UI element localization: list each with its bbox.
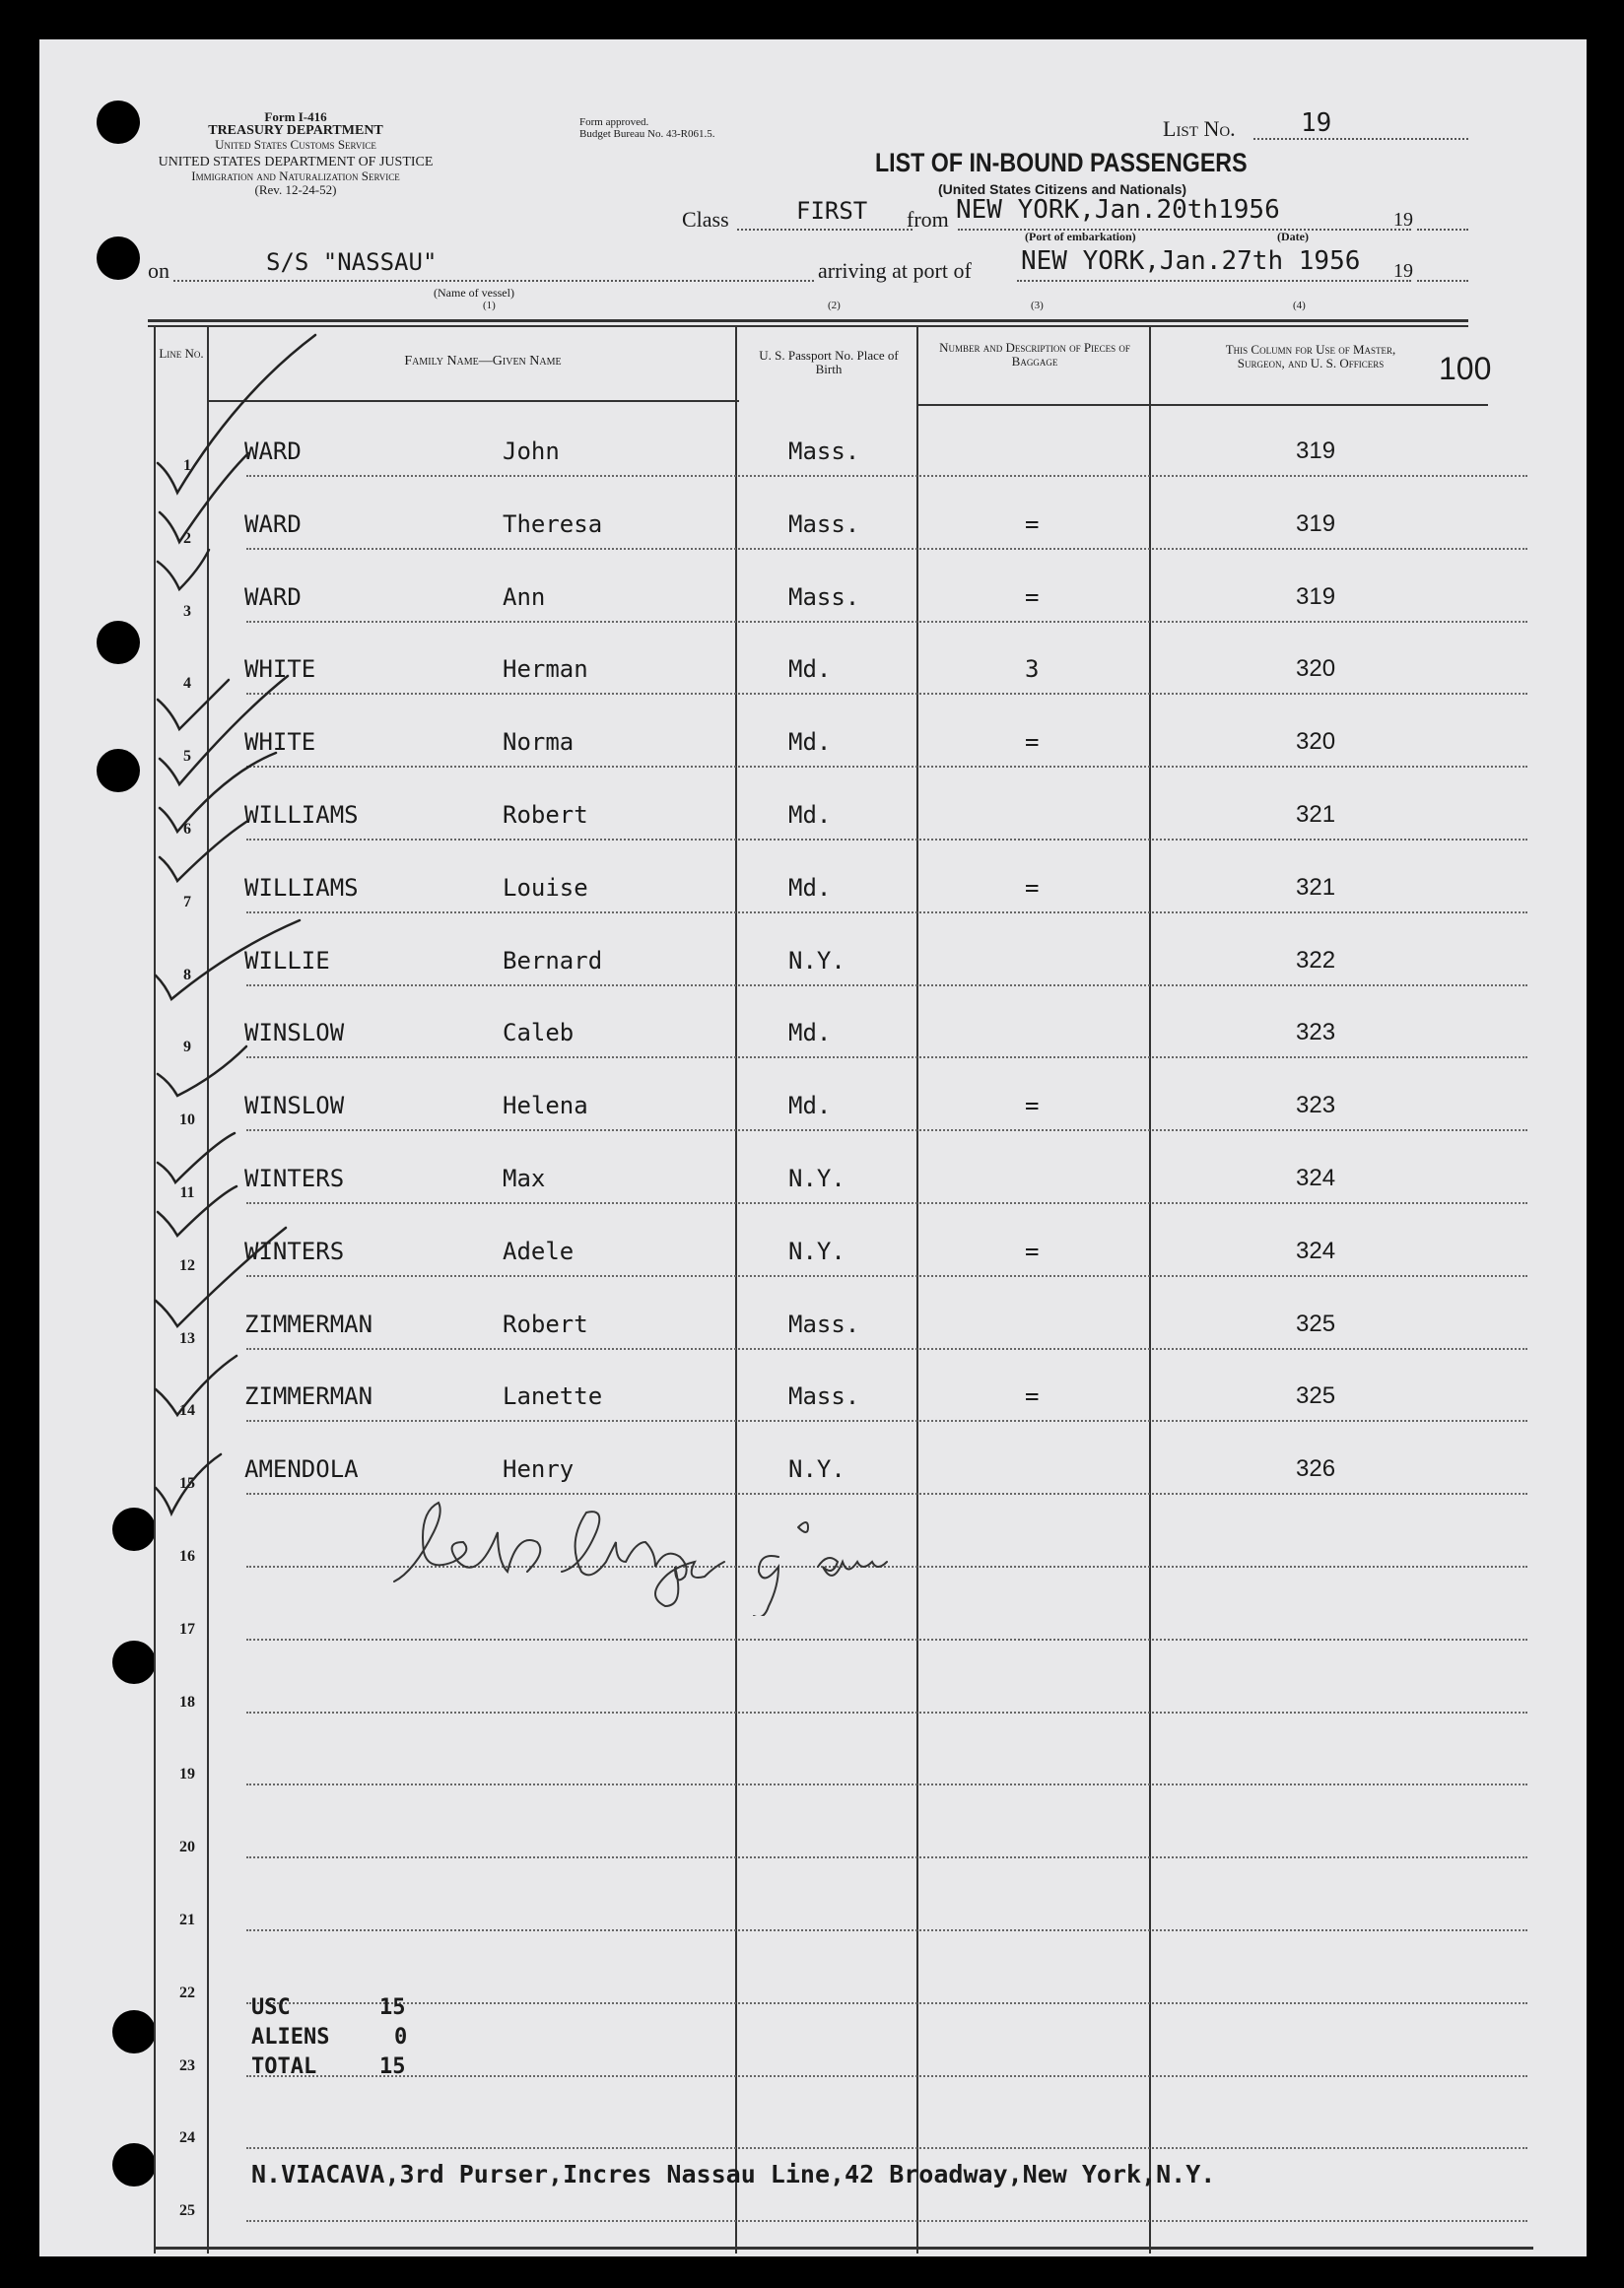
check-marks — [148, 325, 443, 1537]
treasury-dept: TREASURY DEPARTMENT — [208, 123, 383, 138]
given-name: Lanette — [503, 1382, 603, 1411]
officer-number: 319 — [1296, 437, 1336, 464]
line-number: 19 — [179, 1766, 195, 1783]
baggage: = — [1025, 509, 1040, 538]
row-rule — [246, 2075, 1527, 2077]
given-name: Louise — [503, 873, 588, 902]
line-number: 5 — [183, 748, 191, 766]
given-name: Bernard — [503, 946, 603, 975]
birth-place: Mass. — [788, 509, 860, 538]
birth-place: N.Y. — [788, 1165, 846, 1192]
col-num-4: (4) — [1293, 300, 1306, 311]
col-num-2: (2) — [828, 300, 841, 311]
birth-place: N.Y. — [788, 946, 846, 975]
line-number: 15 — [179, 1475, 195, 1493]
baggage: 3 — [1025, 655, 1040, 684]
family-name: WILLIAMS — [244, 873, 359, 902]
col-num-1: (1) — [483, 300, 496, 311]
form-number: Form I-416 — [264, 109, 327, 124]
col-num-3: (3) — [1031, 300, 1044, 311]
list-no-value: 19 — [1301, 108, 1332, 138]
given-name: Norma — [503, 728, 575, 757]
given-name: Robert — [503, 801, 588, 829]
arriving-label: arriving at port of — [818, 258, 972, 283]
punch-hole — [112, 2010, 156, 2053]
officer-number: 320 — [1296, 728, 1336, 756]
family-name: WILLIE — [244, 946, 330, 975]
row-rule — [246, 1783, 1527, 1785]
row-rule — [246, 1639, 1527, 1641]
manifest-page — [39, 39, 1587, 2256]
officer-number: 322 — [1296, 946, 1336, 974]
line-number: 2 — [183, 529, 191, 547]
baggage: = — [1025, 728, 1040, 757]
birth-place: N.Y. — [788, 1455, 846, 1484]
officer-number: 321 — [1296, 873, 1336, 901]
officer-number: 323 — [1296, 1092, 1336, 1119]
issuing-agencies — [148, 110, 443, 197]
class-label: Class — [682, 207, 729, 232]
baggage: = — [1025, 582, 1040, 611]
year-1: 19 — [1393, 209, 1413, 231]
on-label: on — [148, 258, 169, 283]
usc-value: 15 — [379, 1995, 406, 2020]
punch-hole — [112, 2143, 156, 2187]
officer-number: 324 — [1296, 1165, 1336, 1191]
line-number: 24 — [179, 2129, 195, 2147]
line-number: 10 — [179, 1111, 195, 1129]
officer-number: 323 — [1296, 1019, 1336, 1046]
line-number: 1 — [183, 457, 191, 474]
punch-hole — [97, 236, 140, 280]
given-name: Adele — [503, 1237, 575, 1265]
family-name: WHITE — [244, 655, 316, 684]
customs-service: United States Customs Service — [215, 137, 376, 152]
birth-place: Md. — [788, 655, 832, 684]
line-number: 16 — [179, 1548, 195, 1565]
col-header-baggage: Number and Description of Pieces of Baggage — [939, 340, 1130, 369]
officer-number: 326 — [1296, 1455, 1336, 1483]
given-name: Ann — [503, 582, 546, 611]
given-name: John — [503, 437, 560, 465]
row-rule — [246, 2147, 1527, 2149]
class-value: FIRST — [796, 197, 868, 225]
baggage: = — [1025, 873, 1040, 902]
line-number: 7 — [183, 893, 191, 910]
baggage: = — [1025, 1237, 1040, 1265]
arriving-value: NEW YORK,Jan.27th 1956 — [1021, 246, 1361, 276]
punch-hole — [97, 749, 140, 792]
given-name: Henry — [503, 1455, 575, 1484]
line-number: 21 — [179, 1912, 195, 1928]
family-name: WARD — [244, 582, 302, 611]
punch-hole — [97, 621, 140, 664]
vessel-name: S/S "NASSAU" — [266, 248, 438, 276]
officer-number: 324 — [1296, 1237, 1336, 1264]
col-header-name: Family Name—Given Name — [404, 354, 562, 369]
total-value: 15 — [379, 2054, 406, 2079]
aliens-value: 0 — [394, 2025, 408, 2050]
birth-place: Md. — [788, 873, 832, 902]
year-2: 19 — [1393, 260, 1413, 282]
col-header-officers: This Column for Use of Master, Surgeon, and U. S. Officers — [1225, 342, 1396, 370]
given-name: Max — [503, 1165, 546, 1192]
line-number: 25 — [179, 2202, 195, 2220]
punch-hole — [112, 1641, 156, 1684]
given-name: Caleb — [503, 1019, 575, 1047]
given-name: Theresa — [503, 509, 603, 538]
given-name: Robert — [503, 1310, 588, 1338]
usc-label: USC — [251, 1995, 291, 2020]
officer-number: 319 — [1296, 509, 1336, 537]
line-number: 3 — [183, 602, 191, 620]
line-number: 23 — [179, 2056, 195, 2074]
col-header-line: Line No. — [159, 346, 204, 361]
purser-signature-line: N.VIACAVA,3rd Purser,Incres Nassau Line,42 Broadway,New York,N.Y. — [251, 2160, 1216, 2188]
total-label: TOTAL — [251, 2054, 317, 2079]
revision: (Rev. 12-24-52) — [254, 182, 337, 197]
approved-text: Form approved. — [579, 116, 649, 128]
line-number: 9 — [183, 1039, 191, 1056]
officer-number: 325 — [1296, 1310, 1336, 1337]
birth-place: Md. — [788, 1019, 832, 1047]
officer-number: 320 — [1296, 655, 1336, 683]
officer-number: 319 — [1296, 582, 1336, 610]
officer-number: 321 — [1296, 801, 1336, 828]
form-title: LIST OF IN-BOUND PASSENGERS — [875, 148, 1248, 177]
line-number: 4 — [183, 675, 191, 693]
family-name: WINSLOW — [244, 1092, 345, 1120]
line-number: 17 — [179, 1620, 195, 1638]
totals-block — [251, 1993, 407, 2082]
given-name: Herman — [503, 655, 588, 684]
birth-place: Md. — [788, 801, 832, 829]
family-name: WARD — [244, 509, 302, 538]
line-number: 20 — [179, 1839, 195, 1856]
budget-text: Budget Bureau No. 43-R061.5. — [579, 128, 715, 140]
side-number: 100 — [1439, 351, 1492, 386]
birth-place: Md. — [788, 728, 832, 757]
port-embark-caption: (Port of embarkation) — [1025, 230, 1136, 243]
line-number: 6 — [183, 821, 191, 838]
family-name: WHITE — [244, 728, 316, 757]
family-name: ZIMMERMAN — [244, 1310, 373, 1338]
row-rule — [246, 2220, 1527, 2222]
row-rule — [246, 1712, 1527, 1714]
from-value: NEW YORK,Jan.20th1956 — [956, 195, 1280, 225]
baggage: = — [1025, 1382, 1040, 1411]
row-rule — [246, 1929, 1527, 1931]
line-number: 12 — [179, 1256, 195, 1274]
family-name: WINTERS — [244, 1165, 345, 1192]
line-number: 13 — [179, 1329, 195, 1347]
form-approval — [579, 116, 714, 140]
birth-place: Mass. — [788, 1310, 860, 1338]
birth-place: N.Y. — [788, 1237, 846, 1265]
family-name: ZIMMERMAN — [244, 1382, 373, 1411]
family-name: WINTERS — [244, 1237, 345, 1265]
form-subtitle: (United States Citizens and Nationals) — [938, 181, 1187, 197]
family-name: WARD — [244, 437, 302, 465]
vessel-caption: (Name of vessel) — [434, 286, 514, 300]
baggage: = — [1025, 1092, 1040, 1120]
row-rule — [246, 2002, 1527, 2004]
ins-service: Immigration and Naturalization Service — [191, 168, 400, 183]
birth-place: Mass. — [788, 437, 860, 465]
from-label: from — [907, 207, 949, 232]
line-number: 14 — [179, 1402, 195, 1420]
col-header-passport: U. S. Passport No. Place of Birth — [759, 348, 899, 376]
family-name: WILLIAMS — [244, 801, 359, 829]
punch-hole — [97, 101, 140, 144]
checkmark-icon — [156, 335, 315, 1514]
inspector-signature — [384, 1498, 995, 1616]
line-number: 11 — [179, 1184, 195, 1201]
birth-place: Mass. — [788, 582, 860, 611]
row-rule — [246, 1856, 1527, 1858]
list-no-label: List No. — [1163, 116, 1236, 141]
birth-place: Md. — [788, 1092, 832, 1120]
line-number: 8 — [183, 966, 191, 983]
family-name: AMENDOLA — [244, 1455, 359, 1484]
line-number: 22 — [179, 1984, 195, 2001]
given-name: Helena — [503, 1092, 588, 1120]
family-name: WINSLOW — [244, 1019, 345, 1047]
birth-place: Mass. — [788, 1382, 860, 1411]
line-number: 18 — [179, 1693, 195, 1711]
justice-dept: UNITED STATES DEPARTMENT OF JUSTICE — [158, 155, 434, 169]
aliens-label: ALIENS — [251, 2025, 330, 2050]
officer-number: 325 — [1296, 1382, 1336, 1410]
date-caption: (Date) — [1277, 230, 1309, 243]
